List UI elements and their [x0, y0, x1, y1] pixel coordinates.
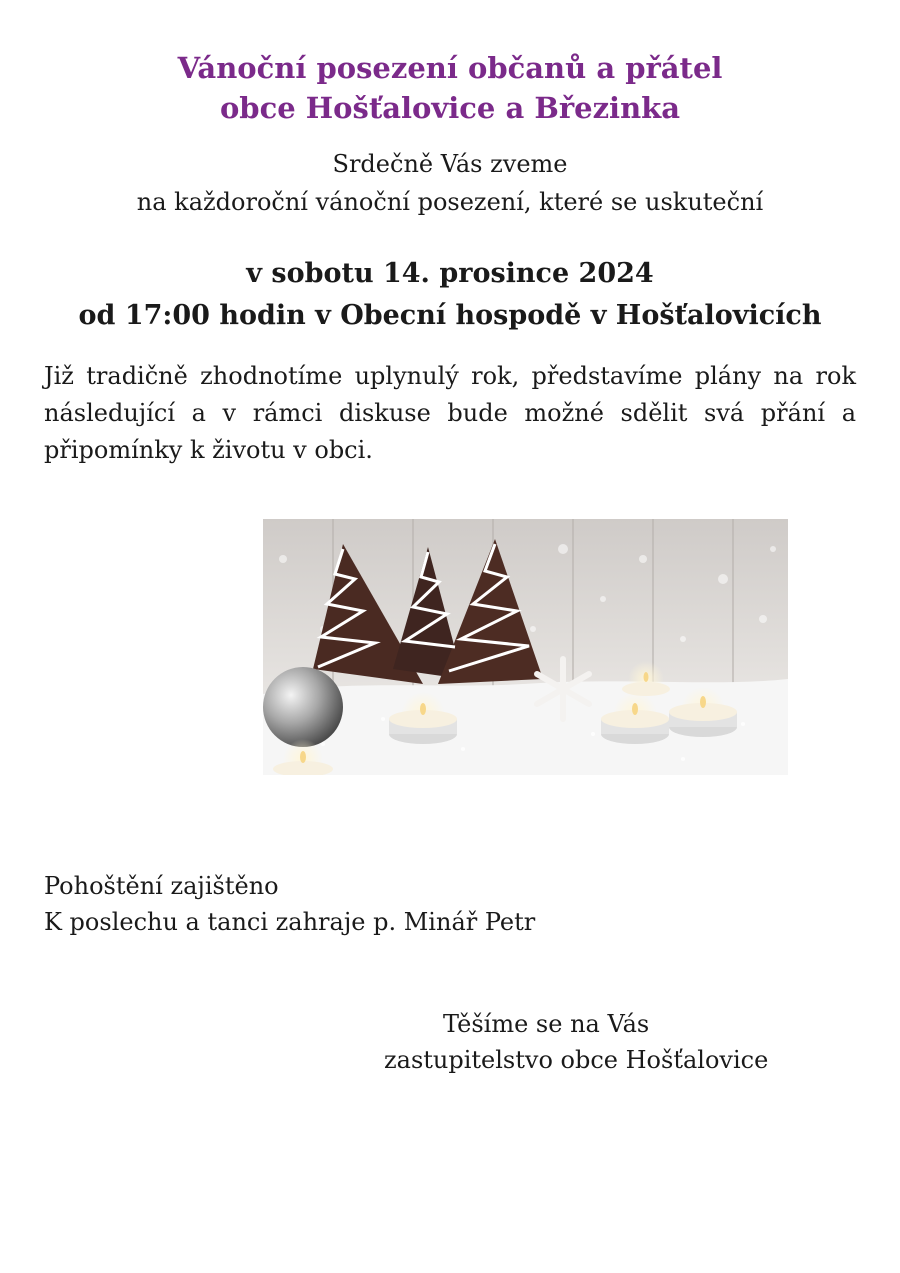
- heading-line-1: Vánoční posezení občanů a přátel: [177, 51, 723, 85]
- closing-greeting: Těšíme se na Vás: [443, 1010, 650, 1038]
- event-description: Již tradičně zhodnotíme uplynulý rok, představíme plány na rok následující a v rámci diskuse bude možné sdělit svá přání a připomínky k životu v obci.: [44, 362, 856, 464]
- event-date: v sobotu 14. prosince 2024: [246, 258, 654, 289]
- music-note: K poslechu a tanci zahraje p. Minář Petr: [44, 908, 536, 936]
- refreshments-note: Pohoštění zajištěno: [44, 872, 279, 900]
- invitation-line-1: Srdečně Vás zveme: [332, 150, 568, 178]
- heading-line-2: obce Hošťalovice a Březinka: [219, 91, 681, 125]
- closing-signature: zastupitelstvo obce Hošťalovice: [384, 1046, 769, 1074]
- christmas-photo: [263, 519, 788, 775]
- event-time-place: od 17:00 hodin v Obecní hospodě v Hošťalovicích: [78, 300, 822, 331]
- invitation-line-2: na každoroční vánoční posezení, které se uskuteční: [136, 188, 764, 216]
